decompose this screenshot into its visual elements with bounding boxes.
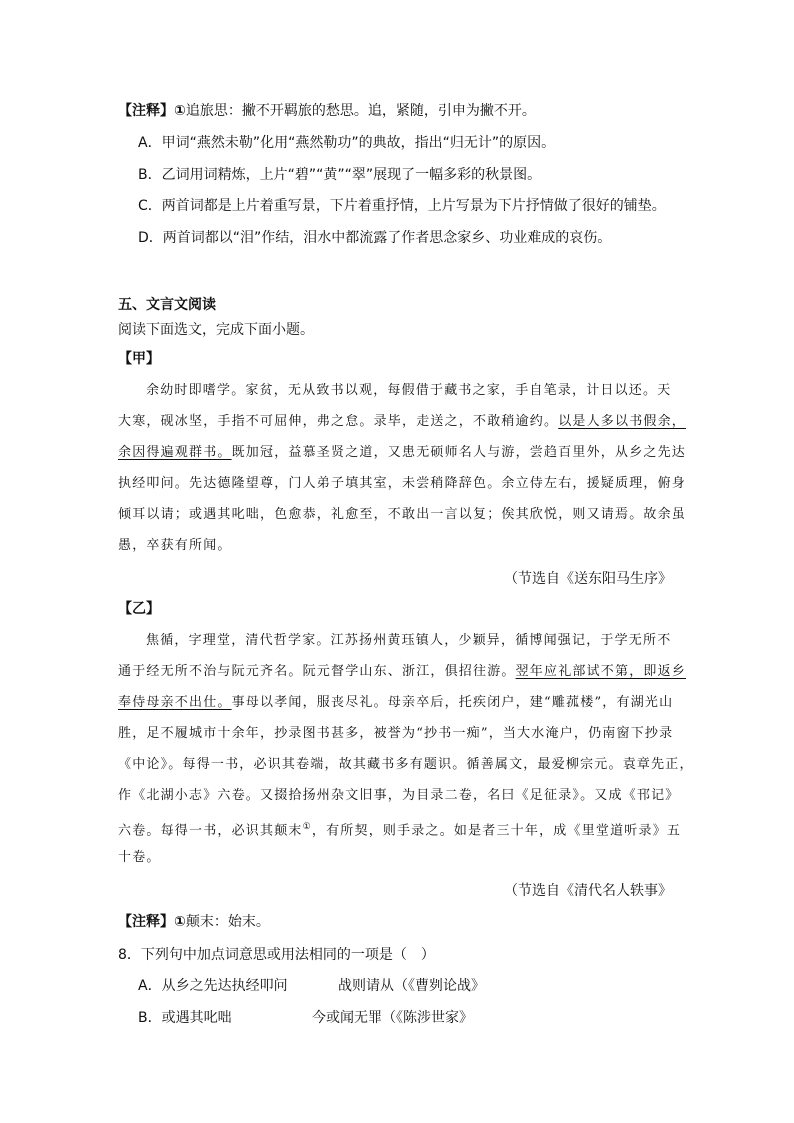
passage-yi-line: [118, 662, 686, 682]
note-number: ①: [174, 914, 186, 930]
passage-yi-source: （节选自《清代名人轶事》: [504, 883, 672, 899]
passage-jia-line: [118, 412, 686, 432]
question-8-option-b-compare: 今或闻无罪（《陈涉世家》: [312, 1010, 473, 1026]
passage-text: 既加冠，益慕圣贤之道，又患无硕师名人与游，尝趋百里外，从乡之先达: [231, 445, 687, 460]
passage-yi-label: 【乙】: [118, 601, 160, 617]
passage-jia-line: 执经叩问。先达德隆望尊，门人弟子填其室，未尝稍降辞色。余立侍左右，援疑质理，俯身: [118, 476, 687, 491]
underlined-sentence: 奉侍母亲不出仕。: [118, 695, 232, 710]
note-1: [118, 101, 536, 121]
passage-yi-line: 《中论》。每得一书，必识其卷端，故其藏书多有题识。循善属文，最爱柳宗元。袁章先正，: [118, 757, 694, 772]
note-text: 颠末：始末。: [185, 914, 270, 930]
note-text: 追旅思：撇不开羁旅的愁思。追，紧随，引申为撇不开。: [185, 103, 536, 119]
question-8-stem: 8．下列句中加点词意思或用法相同的一项是（ ）: [118, 947, 435, 963]
passage-yi-line: 十卷。: [118, 850, 161, 865]
passage-jia-label: 【甲】: [118, 351, 160, 367]
passage-yi-line: 焦循，字理堂，清代哲学家。江苏扬州黄珏镇人，少颖异，循博闻强记，于学无所不: [146, 633, 672, 648]
passage-text: 六卷。每得一书，必识其颠末: [118, 823, 303, 839]
passage-text: 大寒，砚冰坚，手指不可屈伸，弗之怠。录毕，走送之，不敢稍逾约。: [118, 414, 559, 429]
footnote-ref: ①: [302, 822, 312, 832]
option-a: A．甲词“燕然未勒”化用“燕然勒功”的典故，指出“归无计”的原因。: [138, 135, 556, 151]
note-label: 【注释】: [118, 103, 174, 119]
passage-text: 通于经无所不治与阮元齐名。阮元督学山东、浙江，俱招往游。: [118, 664, 516, 679]
question-8-option-b: B．或遇其叱咄: [138, 1010, 232, 1026]
passage-yi-line: [118, 817, 681, 841]
option-b: B．乙词用词精炼，上片“碧”“黄”“翠”展现了一幅多彩的秋景图。: [138, 167, 542, 183]
question-8-option-a-compare: 战则请从（《曹刿论战》: [338, 978, 485, 994]
passage-jia-line: 余幼时即嗜学。家贫，无从致书以观，每假借于藏书之家，手自笔录，计日以还。天: [146, 383, 672, 398]
option-d: D．两首词都以“泪”作结，泪水中都流露了作者思念家乡、功业难成的哀伤。: [138, 230, 612, 246]
passage-text: 事母以孝闻，服丧尽礼。母亲卒后，托疾闭户，建“雕菰楼”，有湖光山: [231, 695, 674, 710]
passage-jia-line: 倾耳以请；或遇其叱咄，色愈恭，礼愈至，不敢出一言以复；俟其欣悦，则又请焉。故余虽: [118, 507, 687, 522]
passage-yi-line: 胜，足不履城市十余年，抄录图书甚多，被誉为“抄书一痴”，当大水淹户，仍南窗下抄录: [118, 726, 674, 741]
passage-yi-line: 作《北湖小志》六卷。又掇拾扬州杂文旧事，为目录二卷，名曰《足征录》。又成《邗记》: [118, 788, 680, 803]
note-2: [118, 912, 270, 932]
underlined-sentence: 余因得遍观群书。: [118, 445, 232, 460]
section-title: 五、文言文阅读: [118, 297, 216, 313]
option-c: C．两首词都是上片着重写景，下片着重抒情，上片写景为下片抒情做了很好的铺垫。: [138, 198, 666, 214]
note-label: 【注释】: [118, 914, 174, 930]
passage-text: ，有所契，则手录之。如是者三十年，成《里堂道听录》五: [311, 823, 682, 839]
passage-jia-source: （节选自《送东阳马生序》: [504, 571, 672, 587]
passage-yi-line: [118, 693, 673, 713]
underlined-sentence: 翌年应礼部试不第，即返乡: [515, 664, 687, 679]
underlined-sentence: 以是人多以书假余，: [558, 414, 687, 429]
question-8-option-a: A．从乡之先达执经叩问: [138, 978, 288, 994]
passage-jia-line: 愚，卒获有所闻。: [118, 538, 232, 553]
note-number: ①: [174, 103, 186, 119]
passage-jia-line: [118, 443, 686, 463]
section-instruction: 阅读下面选文，完成下面小题。: [118, 322, 314, 338]
